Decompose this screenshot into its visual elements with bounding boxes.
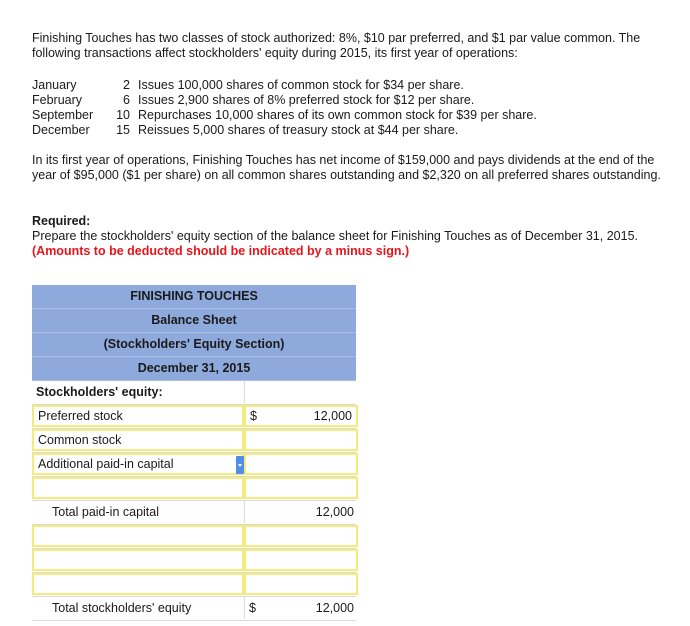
apic-row: [32, 453, 356, 477]
transaction-text: Issues 2,900 shares of 8% preferred stock for $12 per share.: [138, 93, 475, 107]
dropdown-arrow-icon[interactable]: [236, 456, 244, 474]
common-stock-amount-field[interactable]: [244, 429, 358, 451]
transaction-row: [32, 123, 662, 138]
total-paid-in-row: [32, 501, 356, 525]
stockholders-equity-label: Stockholders' equity:: [36, 385, 163, 399]
blank-label-field[interactable]: [32, 477, 244, 499]
apic-dropdown[interactable]: [32, 453, 244, 475]
total-equity-amount-cell: [244, 597, 358, 619]
transaction-row: [32, 78, 662, 93]
transaction-row: [32, 108, 662, 123]
blank-amount-field[interactable]: [244, 525, 358, 547]
transaction-month: December: [32, 123, 90, 137]
transaction-day: 15: [116, 123, 130, 137]
preferred-stock-amount: 12,000: [313, 409, 352, 423]
blank-label-field[interactable]: [32, 549, 244, 571]
required-instructions: [32, 229, 662, 259]
blank-input-row: [32, 525, 356, 549]
apic-label: Additional paid-in capital: [38, 457, 174, 471]
preferred-stock-amount-field[interactable]: [244, 405, 358, 427]
blank-input-row: [32, 573, 356, 597]
blank-input-row: [32, 477, 356, 501]
total-paid-in-label: Total paid-in capital: [52, 505, 160, 519]
intro-paragraph: Finishing Touches has two classes of stock authorized: 8%, $10 par preferred, and $1 par value common. The following transactions affect stockholders' equity during 2015, its first year of operations:: [32, 31, 641, 60]
transaction-day: 6: [123, 93, 130, 107]
common-stock-label-field[interactable]: Common stock: [32, 429, 244, 451]
transaction-month: September: [32, 108, 94, 122]
transaction-day: 2: [123, 78, 130, 92]
blank-amount-field[interactable]: [244, 573, 358, 595]
dollar-sign: $: [250, 409, 257, 423]
required-text: Prepare the stockholders' equity section of the balance sheet for Finishing Touches as of December 31, 2015.: [32, 229, 638, 243]
blank-label-field[interactable]: [32, 525, 244, 547]
total-paid-in-amount-cell: [244, 501, 358, 523]
transaction-month: February: [32, 93, 83, 107]
transaction-day: 10: [116, 108, 130, 122]
transaction-text: Issues 100,000 shares of common stock for $34 per share.: [138, 78, 464, 92]
blank-amount-field[interactable]: [244, 477, 358, 499]
apic-amount-field[interactable]: [244, 453, 358, 475]
empty-amount-cell: [244, 381, 358, 403]
transaction-text: Repurchases 10,000 shares of its own common stock for $39 per share.: [138, 108, 537, 122]
transaction-month: January: [32, 78, 77, 92]
common-stock-row: [32, 429, 356, 453]
stockholders-equity-row: [32, 381, 356, 405]
total-equity-label: Total stockholders' equity: [52, 601, 192, 615]
company-name-header: FINISHING TOUCHES: [32, 285, 356, 309]
transaction-row: [32, 93, 662, 108]
details-paragraph: In its first year of operations, Finishing Touches has net income of $159,000 and pays dividends at the end of the year of $95,000 ($1 per share) on all common shares outstanding and $2,320 on all preferred shares outstanding.: [32, 153, 661, 182]
required-section: [32, 214, 662, 259]
blank-label-field[interactable]: [32, 573, 244, 595]
balance-sheet-table: [32, 285, 356, 621]
date-header: December 31, 2015: [32, 357, 356, 381]
blank-amount-field[interactable]: [244, 549, 358, 571]
total-paid-in-amount: 12,000: [315, 505, 354, 519]
preferred-stock-row: [32, 405, 356, 429]
statement-title-header: Balance Sheet: [32, 309, 356, 333]
required-heading: Required:: [32, 214, 91, 228]
preferred-stock-label-field[interactable]: Preferred stock: [32, 405, 244, 427]
transaction-text: Reissues 5,000 shares of treasury stock at $44 per share.: [138, 123, 459, 137]
dollar-sign: $: [249, 601, 256, 615]
transactions-list: [32, 78, 662, 138]
required-note: (Amounts to be deducted should be indicated by a minus sign.): [32, 244, 410, 258]
total-equity-row: [32, 597, 356, 621]
section-title-header: (Stockholders' Equity Section): [32, 333, 356, 357]
total-equity-amount: 12,000: [315, 601, 354, 615]
blank-input-row: [32, 549, 356, 573]
